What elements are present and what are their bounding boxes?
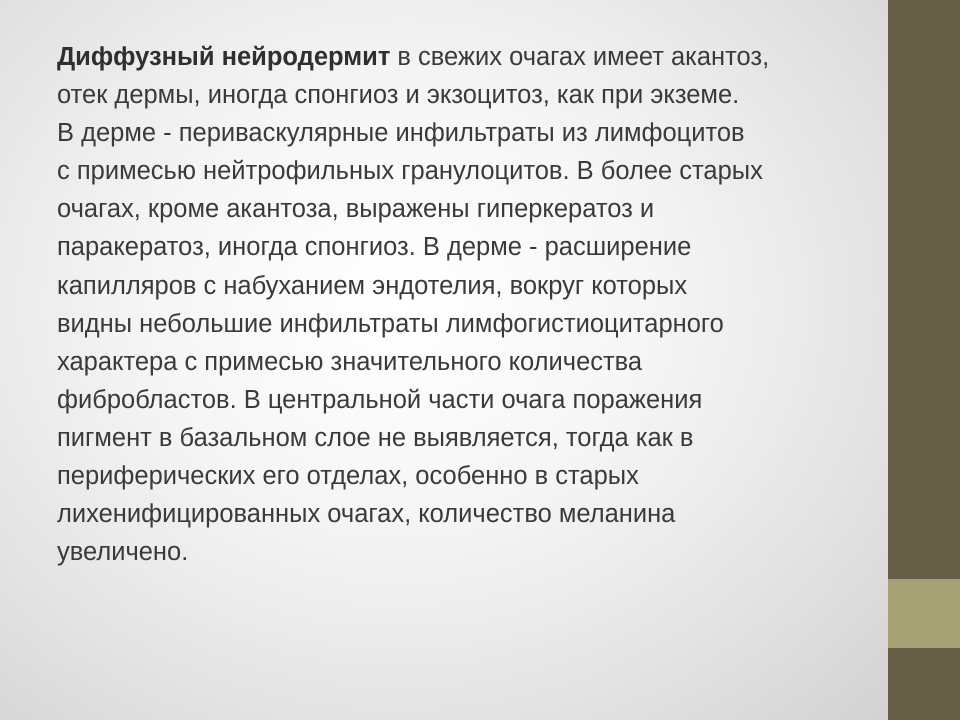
decorative-sidebar	[888, 0, 960, 720]
paragraph-text: в свежих очагах имеет акантоз, отек дермы, иногда спонгиоз и экзоцитоз, как при экземе. В дерме - периваскулярные инфильтраты из лимфоцитов с примесью нейтрофильных гранулоцитов. В более старых очагах, кроме акантоза, выражены гиперкератоз и паракератоз, иногда спонгиоз. В дерме - расширение капилляров с набуханием эндотелия, вокруг которых видны небольшие инфильтраты лимфогистиоцитарного характера с примесью значительного количества фибробластов. В центральной части очага поражения пигмент в базальном слое не выявляется, тогда как в периферических его отделах, особенно в старых лихенифицированных очагах, количество меланина увеличено.	[57, 43, 770, 567]
slide-body-text	[57, 38, 865, 571]
sidebar-accent-block	[888, 579, 960, 648]
bold-term: Диффузный нейродермит	[57, 43, 391, 71]
